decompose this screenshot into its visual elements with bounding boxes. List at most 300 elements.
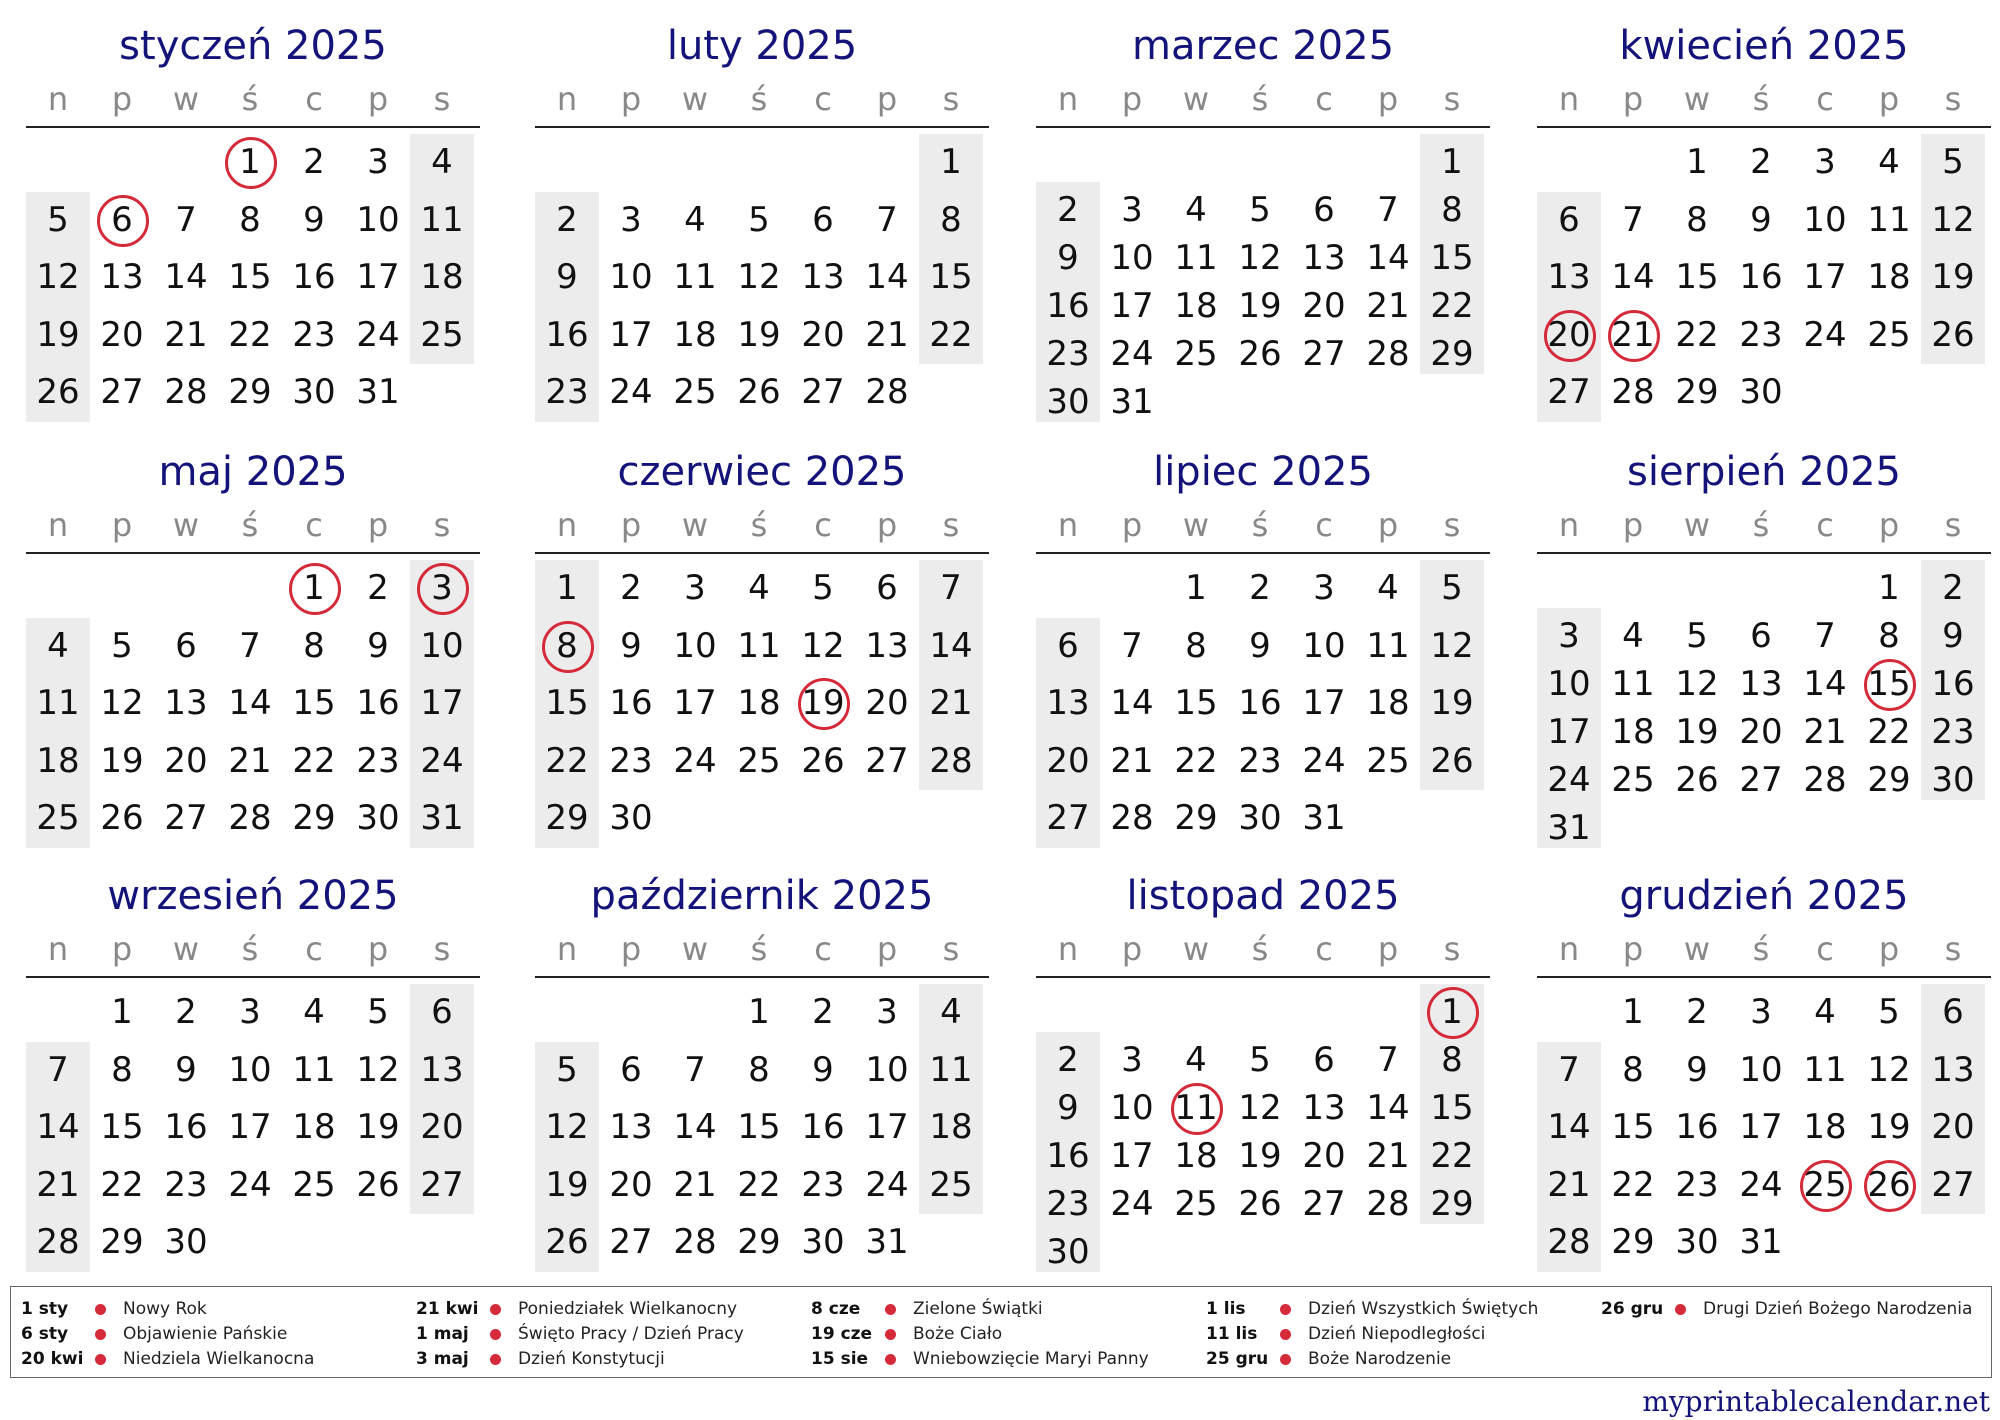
day-cell[interactable] bbox=[1356, 1136, 1420, 1176]
day-cell[interactable] bbox=[919, 741, 983, 781]
day-cell[interactable] bbox=[791, 257, 855, 297]
day-cell[interactable] bbox=[663, 200, 727, 240]
day-cell[interactable] bbox=[1036, 334, 1100, 374]
day-cell[interactable] bbox=[1601, 1107, 1665, 1147]
day-cell[interactable] bbox=[218, 372, 282, 412]
day-cell[interactable] bbox=[1228, 238, 1292, 278]
day-cell[interactable] bbox=[1228, 1088, 1292, 1128]
day-cell[interactable] bbox=[1665, 257, 1729, 297]
day-cell[interactable] bbox=[1537, 372, 1601, 412]
day-cell[interactable] bbox=[727, 1050, 791, 1090]
day-cell[interactable] bbox=[1100, 382, 1164, 422]
day-cell[interactable] bbox=[410, 142, 474, 182]
day-cell[interactable] bbox=[1537, 664, 1601, 704]
day-cell[interactable] bbox=[218, 142, 282, 182]
day-cell[interactable] bbox=[410, 798, 474, 838]
day-cell[interactable] bbox=[26, 1165, 90, 1205]
day-cell[interactable] bbox=[1292, 626, 1356, 666]
day-cell[interactable] bbox=[599, 798, 663, 838]
day-cell[interactable] bbox=[1857, 760, 1921, 800]
day-cell[interactable] bbox=[1100, 683, 1164, 723]
day-cell[interactable] bbox=[1793, 992, 1857, 1032]
day-cell[interactable] bbox=[1665, 1107, 1729, 1147]
day-cell[interactable] bbox=[1857, 315, 1921, 355]
day-cell[interactable] bbox=[1356, 334, 1420, 374]
day-cell[interactable] bbox=[1537, 712, 1601, 752]
day-cell[interactable] bbox=[1729, 760, 1793, 800]
day-cell[interactable] bbox=[599, 1165, 663, 1205]
day-cell[interactable] bbox=[1100, 1088, 1164, 1128]
day-cell[interactable] bbox=[727, 1107, 791, 1147]
day-cell[interactable] bbox=[599, 372, 663, 412]
day-cell[interactable] bbox=[1537, 1165, 1601, 1205]
day-cell[interactable] bbox=[1729, 1050, 1793, 1090]
day-cell[interactable] bbox=[919, 257, 983, 297]
day-cell[interactable] bbox=[1164, 568, 1228, 608]
day-cell[interactable] bbox=[26, 257, 90, 297]
day-cell[interactable] bbox=[26, 315, 90, 355]
day-cell[interactable] bbox=[855, 315, 919, 355]
day-cell[interactable] bbox=[346, 372, 410, 412]
day-cell[interactable] bbox=[1228, 334, 1292, 374]
day-cell[interactable] bbox=[154, 372, 218, 412]
day-cell[interactable] bbox=[346, 315, 410, 355]
day-cell[interactable] bbox=[1665, 315, 1729, 355]
day-cell[interactable] bbox=[1036, 382, 1100, 422]
day-cell[interactable] bbox=[1729, 200, 1793, 240]
day-cell[interactable] bbox=[1793, 760, 1857, 800]
day-cell[interactable] bbox=[282, 1107, 346, 1147]
day-cell[interactable] bbox=[855, 568, 919, 608]
day-cell[interactable] bbox=[410, 992, 474, 1032]
day-cell[interactable] bbox=[1100, 286, 1164, 326]
day-cell[interactable] bbox=[1356, 190, 1420, 230]
day-cell[interactable] bbox=[1601, 616, 1665, 656]
day-cell[interactable] bbox=[663, 741, 727, 781]
day-cell[interactable] bbox=[154, 1165, 218, 1205]
day-cell[interactable] bbox=[1420, 286, 1484, 326]
day-cell[interactable] bbox=[1164, 798, 1228, 838]
day-cell[interactable] bbox=[1857, 1165, 1921, 1205]
day-cell[interactable] bbox=[919, 1165, 983, 1205]
day-cell[interactable] bbox=[154, 257, 218, 297]
day-cell[interactable] bbox=[346, 683, 410, 723]
day-cell[interactable] bbox=[1729, 712, 1793, 752]
day-cell[interactable] bbox=[1665, 760, 1729, 800]
day-cell[interactable] bbox=[1601, 372, 1665, 412]
day-cell[interactable] bbox=[855, 683, 919, 723]
day-cell[interactable] bbox=[919, 683, 983, 723]
day-cell[interactable] bbox=[727, 1222, 791, 1262]
day-cell[interactable] bbox=[346, 1165, 410, 1205]
day-cell[interactable] bbox=[1857, 257, 1921, 297]
day-cell[interactable] bbox=[663, 1222, 727, 1262]
day-cell[interactable] bbox=[919, 315, 983, 355]
day-cell[interactable] bbox=[410, 315, 474, 355]
day-cell[interactable] bbox=[1420, 190, 1484, 230]
day-cell[interactable] bbox=[791, 1165, 855, 1205]
day-cell[interactable] bbox=[1601, 200, 1665, 240]
day-cell[interactable] bbox=[1601, 992, 1665, 1032]
day-cell[interactable] bbox=[90, 626, 154, 666]
day-cell[interactable] bbox=[1729, 664, 1793, 704]
day-cell[interactable] bbox=[90, 798, 154, 838]
day-cell[interactable] bbox=[1292, 286, 1356, 326]
day-cell[interactable] bbox=[1100, 334, 1164, 374]
day-cell[interactable] bbox=[1857, 568, 1921, 608]
day-cell[interactable] bbox=[282, 1050, 346, 1090]
day-cell[interactable] bbox=[1857, 1107, 1921, 1147]
day-cell[interactable] bbox=[1601, 1050, 1665, 1090]
day-cell[interactable] bbox=[1164, 1088, 1228, 1128]
day-cell[interactable] bbox=[599, 1107, 663, 1147]
day-cell[interactable] bbox=[1601, 760, 1665, 800]
day-cell[interactable] bbox=[599, 315, 663, 355]
day-cell[interactable] bbox=[791, 1107, 855, 1147]
day-cell[interactable] bbox=[26, 372, 90, 412]
day-cell[interactable] bbox=[791, 568, 855, 608]
day-cell[interactable] bbox=[154, 798, 218, 838]
day-cell[interactable] bbox=[410, 741, 474, 781]
day-cell[interactable] bbox=[663, 683, 727, 723]
day-cell[interactable] bbox=[1729, 992, 1793, 1032]
day-cell[interactable] bbox=[535, 1222, 599, 1262]
day-cell[interactable] bbox=[1036, 1088, 1100, 1128]
day-cell[interactable] bbox=[1420, 626, 1484, 666]
day-cell[interactable] bbox=[1228, 798, 1292, 838]
day-cell[interactable] bbox=[410, 200, 474, 240]
day-cell[interactable] bbox=[1537, 200, 1601, 240]
day-cell[interactable] bbox=[1228, 286, 1292, 326]
day-cell[interactable] bbox=[1292, 1040, 1356, 1080]
day-cell[interactable] bbox=[1420, 1136, 1484, 1176]
day-cell[interactable] bbox=[282, 992, 346, 1032]
day-cell[interactable] bbox=[1292, 1136, 1356, 1176]
day-cell[interactable] bbox=[1292, 798, 1356, 838]
day-cell[interactable] bbox=[535, 798, 599, 838]
day-cell[interactable] bbox=[1729, 142, 1793, 182]
day-cell[interactable] bbox=[1036, 1040, 1100, 1080]
day-cell[interactable] bbox=[26, 683, 90, 723]
day-cell[interactable] bbox=[1665, 200, 1729, 240]
day-cell[interactable] bbox=[282, 568, 346, 608]
day-cell[interactable] bbox=[346, 798, 410, 838]
day-cell[interactable] bbox=[26, 798, 90, 838]
day-cell[interactable] bbox=[1228, 741, 1292, 781]
day-cell[interactable] bbox=[26, 741, 90, 781]
day-cell[interactable] bbox=[90, 1050, 154, 1090]
day-cell[interactable] bbox=[410, 1107, 474, 1147]
day-cell[interactable] bbox=[282, 372, 346, 412]
day-cell[interactable] bbox=[26, 200, 90, 240]
day-cell[interactable] bbox=[90, 1107, 154, 1147]
day-cell[interactable] bbox=[791, 1222, 855, 1262]
day-cell[interactable] bbox=[1164, 626, 1228, 666]
day-cell[interactable] bbox=[346, 200, 410, 240]
day-cell[interactable] bbox=[1420, 683, 1484, 723]
day-cell[interactable] bbox=[1665, 372, 1729, 412]
day-cell[interactable] bbox=[1420, 992, 1484, 1032]
day-cell[interactable] bbox=[346, 257, 410, 297]
day-cell[interactable] bbox=[1665, 142, 1729, 182]
day-cell[interactable] bbox=[1292, 683, 1356, 723]
day-cell[interactable] bbox=[919, 626, 983, 666]
day-cell[interactable] bbox=[90, 315, 154, 355]
day-cell[interactable] bbox=[1729, 372, 1793, 412]
day-cell[interactable] bbox=[1729, 257, 1793, 297]
day-cell[interactable] bbox=[1537, 808, 1601, 848]
day-cell[interactable] bbox=[1921, 760, 1985, 800]
day-cell[interactable] bbox=[1601, 315, 1665, 355]
day-cell[interactable] bbox=[663, 315, 727, 355]
day-cell[interactable] bbox=[1036, 1136, 1100, 1176]
day-cell[interactable] bbox=[1420, 334, 1484, 374]
day-cell[interactable] bbox=[218, 200, 282, 240]
day-cell[interactable] bbox=[90, 741, 154, 781]
day-cell[interactable] bbox=[1665, 616, 1729, 656]
day-cell[interactable] bbox=[1164, 286, 1228, 326]
day-cell[interactable] bbox=[1036, 190, 1100, 230]
day-cell[interactable] bbox=[855, 1165, 919, 1205]
day-cell[interactable] bbox=[1601, 257, 1665, 297]
day-cell[interactable] bbox=[1793, 315, 1857, 355]
day-cell[interactable] bbox=[1036, 1184, 1100, 1224]
day-cell[interactable] bbox=[282, 1165, 346, 1205]
day-cell[interactable] bbox=[535, 315, 599, 355]
day-cell[interactable] bbox=[90, 257, 154, 297]
day-cell[interactable] bbox=[727, 741, 791, 781]
day-cell[interactable] bbox=[663, 1107, 727, 1147]
day-cell[interactable] bbox=[1921, 257, 1985, 297]
day-cell[interactable] bbox=[154, 1050, 218, 1090]
day-cell[interactable] bbox=[599, 1222, 663, 1262]
day-cell[interactable] bbox=[1100, 798, 1164, 838]
day-cell[interactable] bbox=[919, 200, 983, 240]
day-cell[interactable] bbox=[154, 683, 218, 723]
day-cell[interactable] bbox=[1537, 616, 1601, 656]
day-cell[interactable] bbox=[1420, 1040, 1484, 1080]
day-cell[interactable] bbox=[1665, 992, 1729, 1032]
day-cell[interactable] bbox=[1292, 1184, 1356, 1224]
day-cell[interactable] bbox=[1537, 1222, 1601, 1262]
day-cell[interactable] bbox=[218, 992, 282, 1032]
day-cell[interactable] bbox=[855, 1050, 919, 1090]
day-cell[interactable] bbox=[282, 741, 346, 781]
day-cell[interactable] bbox=[663, 372, 727, 412]
day-cell[interactable] bbox=[410, 568, 474, 608]
day-cell[interactable] bbox=[1036, 238, 1100, 278]
day-cell[interactable] bbox=[218, 257, 282, 297]
day-cell[interactable] bbox=[1100, 1040, 1164, 1080]
day-cell[interactable] bbox=[1729, 1107, 1793, 1147]
day-cell[interactable] bbox=[791, 1050, 855, 1090]
day-cell[interactable] bbox=[26, 1222, 90, 1262]
day-cell[interactable] bbox=[1100, 1136, 1164, 1176]
day-cell[interactable] bbox=[535, 683, 599, 723]
day-cell[interactable] bbox=[410, 1050, 474, 1090]
day-cell[interactable] bbox=[727, 372, 791, 412]
day-cell[interactable] bbox=[1100, 741, 1164, 781]
day-cell[interactable] bbox=[1921, 1107, 1985, 1147]
day-cell[interactable] bbox=[410, 1165, 474, 1205]
day-cell[interactable] bbox=[1420, 1088, 1484, 1128]
day-cell[interactable] bbox=[1921, 992, 1985, 1032]
day-cell[interactable] bbox=[1356, 683, 1420, 723]
day-cell[interactable] bbox=[1665, 1165, 1729, 1205]
day-cell[interactable] bbox=[1292, 1088, 1356, 1128]
day-cell[interactable] bbox=[218, 683, 282, 723]
day-cell[interactable] bbox=[535, 741, 599, 781]
day-cell[interactable] bbox=[1100, 190, 1164, 230]
day-cell[interactable] bbox=[1857, 142, 1921, 182]
day-cell[interactable] bbox=[1292, 741, 1356, 781]
day-cell[interactable] bbox=[663, 626, 727, 666]
day-cell[interactable] bbox=[1729, 1165, 1793, 1205]
day-cell[interactable] bbox=[1793, 1165, 1857, 1205]
day-cell[interactable] bbox=[599, 1050, 663, 1090]
day-cell[interactable] bbox=[599, 741, 663, 781]
day-cell[interactable] bbox=[1100, 1184, 1164, 1224]
day-cell[interactable] bbox=[1164, 1136, 1228, 1176]
day-cell[interactable] bbox=[1356, 1088, 1420, 1128]
day-cell[interactable] bbox=[855, 257, 919, 297]
day-cell[interactable] bbox=[727, 1165, 791, 1205]
day-cell[interactable] bbox=[90, 200, 154, 240]
day-cell[interactable] bbox=[1228, 568, 1292, 608]
day-cell[interactable] bbox=[1857, 712, 1921, 752]
day-cell[interactable] bbox=[1537, 760, 1601, 800]
day-cell[interactable] bbox=[218, 626, 282, 666]
day-cell[interactable] bbox=[1036, 1232, 1100, 1272]
day-cell[interactable] bbox=[791, 372, 855, 412]
day-cell[interactable] bbox=[727, 315, 791, 355]
day-cell[interactable] bbox=[1665, 1222, 1729, 1262]
day-cell[interactable] bbox=[1164, 741, 1228, 781]
day-cell[interactable] bbox=[919, 1107, 983, 1147]
day-cell[interactable] bbox=[599, 257, 663, 297]
day-cell[interactable] bbox=[1356, 626, 1420, 666]
day-cell[interactable] bbox=[919, 1050, 983, 1090]
day-cell[interactable] bbox=[1036, 741, 1100, 781]
day-cell[interactable] bbox=[599, 568, 663, 608]
day-cell[interactable] bbox=[1164, 1184, 1228, 1224]
day-cell[interactable] bbox=[855, 626, 919, 666]
day-cell[interactable] bbox=[218, 798, 282, 838]
day-cell[interactable] bbox=[1164, 190, 1228, 230]
day-cell[interactable] bbox=[1356, 1040, 1420, 1080]
day-cell[interactable] bbox=[218, 1165, 282, 1205]
day-cell[interactable] bbox=[1793, 664, 1857, 704]
day-cell[interactable] bbox=[1857, 664, 1921, 704]
day-cell[interactable] bbox=[535, 568, 599, 608]
day-cell[interactable] bbox=[410, 683, 474, 723]
day-cell[interactable] bbox=[1537, 1050, 1601, 1090]
day-cell[interactable] bbox=[1164, 683, 1228, 723]
day-cell[interactable] bbox=[1228, 1184, 1292, 1224]
day-cell[interactable] bbox=[154, 992, 218, 1032]
day-cell[interactable] bbox=[1793, 1050, 1857, 1090]
day-cell[interactable] bbox=[1164, 334, 1228, 374]
day-cell[interactable] bbox=[90, 1165, 154, 1205]
day-cell[interactable] bbox=[663, 568, 727, 608]
day-cell[interactable] bbox=[1793, 712, 1857, 752]
day-cell[interactable] bbox=[1857, 200, 1921, 240]
day-cell[interactable] bbox=[90, 1222, 154, 1262]
day-cell[interactable] bbox=[599, 200, 663, 240]
day-cell[interactable] bbox=[1420, 1184, 1484, 1224]
day-cell[interactable] bbox=[1036, 286, 1100, 326]
day-cell[interactable] bbox=[1356, 1184, 1420, 1224]
day-cell[interactable] bbox=[410, 626, 474, 666]
day-cell[interactable] bbox=[663, 1165, 727, 1205]
day-cell[interactable] bbox=[346, 992, 410, 1032]
day-cell[interactable] bbox=[346, 1050, 410, 1090]
day-cell[interactable] bbox=[1921, 1050, 1985, 1090]
day-cell[interactable] bbox=[535, 200, 599, 240]
day-cell[interactable] bbox=[26, 1107, 90, 1147]
day-cell[interactable] bbox=[1857, 1050, 1921, 1090]
day-cell[interactable] bbox=[791, 626, 855, 666]
day-cell[interactable] bbox=[26, 626, 90, 666]
day-cell[interactable] bbox=[346, 741, 410, 781]
day-cell[interactable] bbox=[346, 626, 410, 666]
day-cell[interactable] bbox=[727, 626, 791, 666]
day-cell[interactable] bbox=[1665, 1050, 1729, 1090]
day-cell[interactable] bbox=[599, 626, 663, 666]
day-cell[interactable] bbox=[1921, 568, 1985, 608]
day-cell[interactable] bbox=[26, 1050, 90, 1090]
day-cell[interactable] bbox=[1665, 712, 1729, 752]
day-cell[interactable] bbox=[855, 200, 919, 240]
day-cell[interactable] bbox=[1228, 1136, 1292, 1176]
day-cell[interactable] bbox=[1100, 238, 1164, 278]
day-cell[interactable] bbox=[1921, 1165, 1985, 1205]
day-cell[interactable] bbox=[1601, 1222, 1665, 1262]
day-cell[interactable] bbox=[282, 142, 346, 182]
day-cell[interactable] bbox=[791, 741, 855, 781]
day-cell[interactable] bbox=[218, 741, 282, 781]
day-cell[interactable] bbox=[727, 257, 791, 297]
day-cell[interactable] bbox=[1036, 626, 1100, 666]
day-cell[interactable] bbox=[346, 568, 410, 608]
day-cell[interactable] bbox=[791, 315, 855, 355]
day-cell[interactable] bbox=[727, 568, 791, 608]
day-cell[interactable] bbox=[218, 315, 282, 355]
day-cell[interactable] bbox=[1292, 334, 1356, 374]
day-cell[interactable] bbox=[919, 568, 983, 608]
day-cell[interactable] bbox=[1729, 315, 1793, 355]
day-cell[interactable] bbox=[154, 741, 218, 781]
day-cell[interactable] bbox=[1921, 616, 1985, 656]
day-cell[interactable] bbox=[154, 200, 218, 240]
day-cell[interactable] bbox=[535, 257, 599, 297]
day-cell[interactable] bbox=[154, 315, 218, 355]
day-cell[interactable] bbox=[1228, 683, 1292, 723]
day-cell[interactable] bbox=[663, 257, 727, 297]
day-cell[interactable] bbox=[1228, 190, 1292, 230]
day-cell[interactable] bbox=[282, 200, 346, 240]
day-cell[interactable] bbox=[90, 683, 154, 723]
day-cell[interactable] bbox=[1228, 1040, 1292, 1080]
site-url[interactable]: myprintablecalendar.net bbox=[1642, 1385, 1990, 1418]
day-cell[interactable] bbox=[1921, 200, 1985, 240]
day-cell[interactable] bbox=[727, 683, 791, 723]
day-cell[interactable] bbox=[855, 741, 919, 781]
day-cell[interactable] bbox=[1665, 664, 1729, 704]
day-cell[interactable] bbox=[218, 1050, 282, 1090]
day-cell[interactable] bbox=[535, 372, 599, 412]
day-cell[interactable] bbox=[1601, 664, 1665, 704]
